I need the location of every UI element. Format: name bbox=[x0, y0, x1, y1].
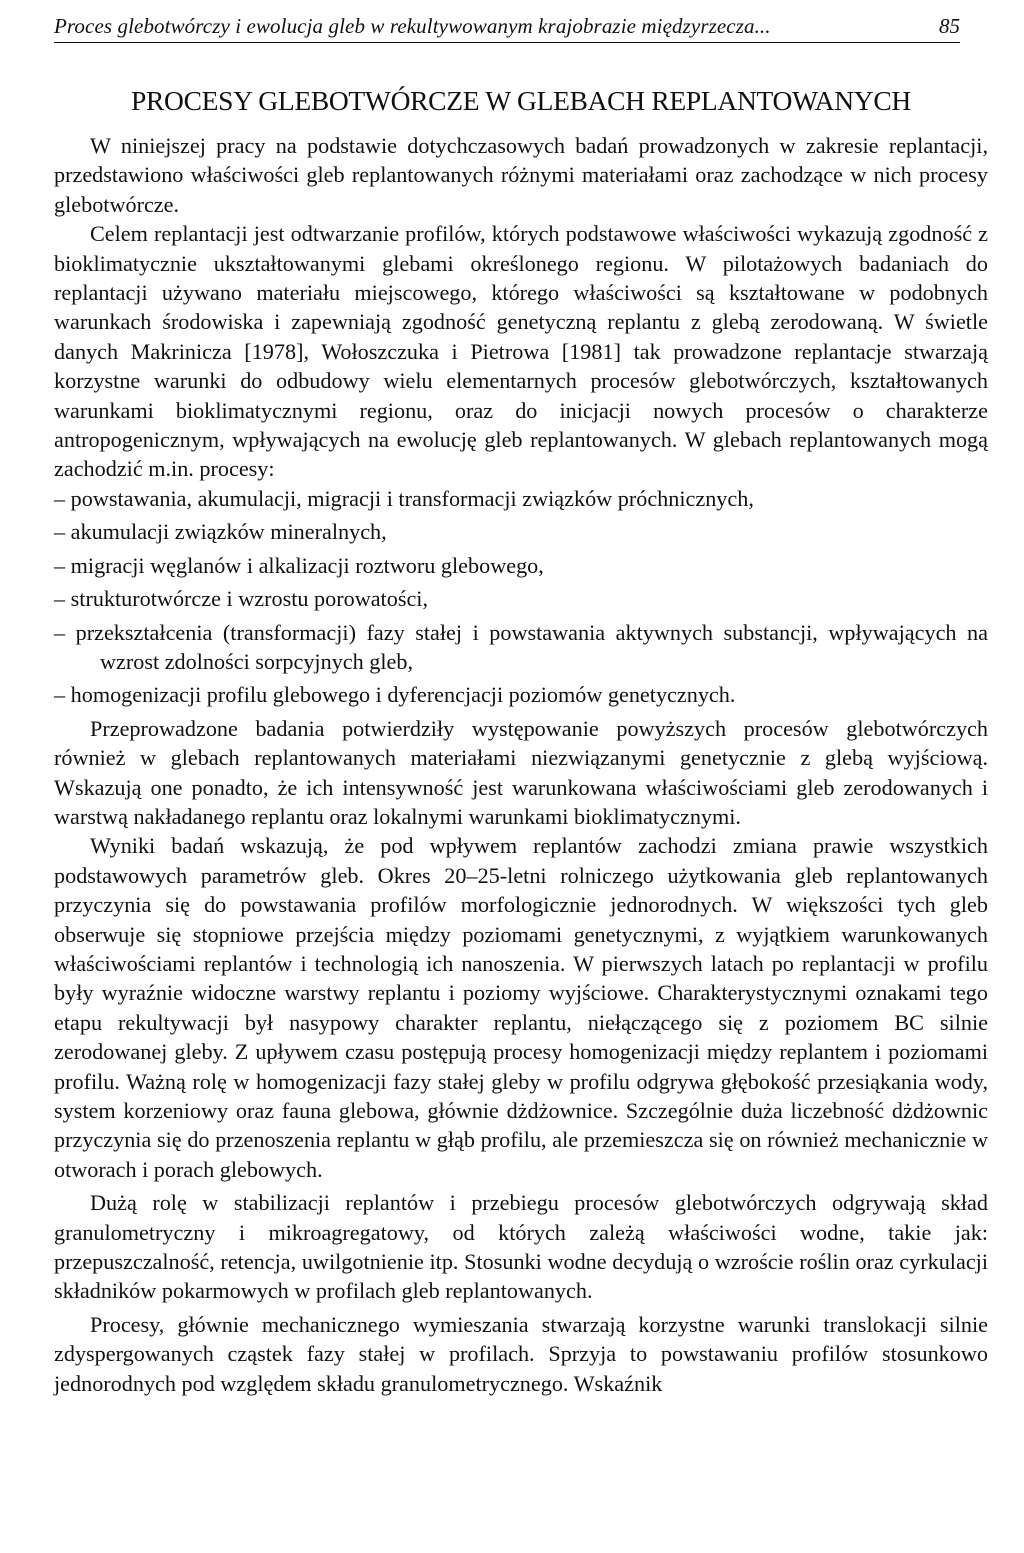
running-header bbox=[54, 12, 960, 43]
paragraph-replantation-goal: Celem replantacji jest odtwarzanie profilów, których podstawowe właściwości wykazują zgodność z bioklimatycznie ukształtowanymi glebami określonego regionu. W pilotażowych badaniach do replantacji używano materiału miejscowego, którego właściwości są kształtowane w podobnych warunkach środowiska i zapewniają zgodność genetyczną replantu z glebą zerodowaną. W świetle danych Makrinicza [1978], Wołoszczuka i Pietrowa [1981] tak prowadzone replantacje stwarzają korzystne warunki do odbudowy wielu elementarnych procesów glebotwórczych, kształtowanych warunkami bioklimatycznymi regionu, oraz do inicjacji nowych procesów o charakterze antropogenicznym, wpływających na ewolucję gleb replantowanych. W glebach replantowanych mogą zachodzić m.in. procesy: bbox=[54, 221, 988, 482]
paragraph-mixing: Procesy, głównie mechanicznego wymieszania stwarzają korzystne warunki translokacji silnie zdyspergowanych cząstek fazy stałej w profilach. Sprzyja to powstawaniu profilów stosunkowo jednorodnych pod względem składu granulometrycznego. Wskaźnik bbox=[54, 1311, 988, 1396]
list-item: – strukturotwórcze i wzrostu porowatości, bbox=[54, 586, 429, 612]
paragraph-results: Wyniki badań wskazują, że pod wpływem replantów zachodzi zmiana prawie wszystkich podstawowych parametrów gleb. Okres 20–25-letni rolniczego użytkowania gleb replantowanych przyczynia się do powstawania profilów morfologicznie jednorodnych. W większości tych gleb obserwuje się stopniowe przejścia między poziomami genetycznymi, z wyjątkiem warunkowanych właściwościami replantów i technologią ich nanoszenia. W pierwszych latach po replantacji w profilu były wyraźnie widoczne warstwy replantu i poziomy wyjściowe. Charakterystycznymi oznakami tego etapu rekultywacji był nasypowy charakter replantu, niełączącego się z poziomem BC silnie zerodowanej gleby. Z upływem czasu postępują procesy homogenizacji między replantem i poziomami profilu. Ważną rolę w homogenizacji fazy stałej gleby w profilu odgrywa głębokość przesiąkania wody, system korzeniowy oraz fauna glebowa, głównie dżdżownice. Szczególnie duża liczebność dżdżownic przyczynia się do przenoszenia replantu w głąb profilu, ale przemieszcza się on również mechanicznie w otworach i porach glebowych. bbox=[54, 833, 988, 1182]
running-title: Proces glebotwórczy i ewolucja gleb w rekultywowanym krajobrazie międzyrzecza... bbox=[54, 14, 771, 38]
list-item: – migracji węglanów i alkalizacji roztworu glebowego, bbox=[54, 552, 544, 578]
list-item: – przekształcenia (transformacji) fazy stałej i powstawania aktywnych substancji, wpływających na wzrost zdolności sorpcyjnych gleb, bbox=[54, 619, 988, 674]
paragraph-intro: W niniejszej pracy na podstawie dotychczasowych badań prowadzonych w zakresie replantacji, przedstawiono właściwości gleb replantowanych różnymi materiałami oraz zachodzące w nich procesy glebotwórcze. bbox=[54, 133, 988, 217]
list-item: – akumulacji związków mineralnych, bbox=[54, 519, 387, 545]
list-item: – homogenizacji profilu glebowego i dyferencjacji poziomów genetycznych. bbox=[54, 682, 736, 708]
paragraph-stabilization: Dużą rolę w stabilizacji replantów i przebiegu procesów glebotwórczych odgrywają skład granulometryczny i mikroagregatowy, od których zależą właściwości wodne, takie jak: przepuszczalność, retencja, uwilgotnienie itp. Stosunki wodne decydują o wzroście roślin oraz cyrkulacji składników pokarmowych w profilach gleb replantowanych. bbox=[54, 1190, 988, 1304]
body-text bbox=[54, 131, 988, 1398]
page-number: 85 bbox=[939, 14, 960, 38]
list-item: – powstawania, akumulacji, migracji i transformacji związków próchnicznych, bbox=[54, 485, 754, 511]
process-list bbox=[54, 484, 988, 710]
section-title: PROCESY GLEBOTWÓRCZE W GLEBACH REPLANTOWANYCH bbox=[131, 85, 911, 116]
paragraph-research-confirmation: Przeprowadzone badania potwierdziły występowanie powyższych procesów glebotwórczych również w glebach replantowanych materiałami niezwiązanymi genetycznie z glebą wyjściową. Wskazują one ponadto, że ich intensywność jest warunkowana właściwościami gleb zerodowanych i warstwą nakładanego replantu oraz lokalnymi warunkami bioklimatycznymi. bbox=[54, 715, 988, 829]
document-page bbox=[54, 12, 988, 1398]
